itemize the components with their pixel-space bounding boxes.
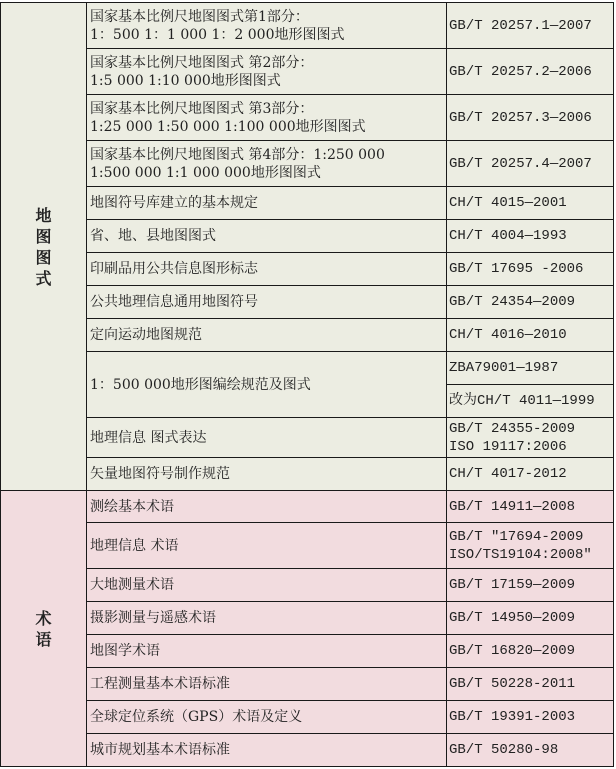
standard-name: 国家基本比例尺地图图式 第3部分： 1:25 000 1:50 000 1:100 000地形图图式: [87, 95, 447, 141]
standard-code: 改为CH/T 4011—1999: [447, 385, 614, 418]
standard-name: 国家基本比例尺地图图式 第2部分： 1:5 000 1:10 000地形图图式: [87, 49, 447, 95]
standard-name: 地图学术语: [87, 635, 447, 668]
table-row: [1, 734, 614, 767]
category-label: 术语: [35, 608, 52, 649]
table-row: [1, 635, 614, 668]
standard-name: 1：500 000地形图编绘规范及图式: [87, 352, 447, 418]
table-row: [1, 602, 614, 635]
table-row: [1, 95, 614, 141]
category-cell: [1, 491, 87, 767]
table-row: [1, 49, 614, 95]
standard-name: 工程测量基本术语标准: [87, 668, 447, 701]
standard-code: GB/T 19391-2003: [447, 701, 614, 734]
standard-code: GB/T 14911—2008: [447, 491, 614, 523]
standard-name: 定向运动地图规范: [87, 319, 447, 352]
table-row: [1, 418, 614, 458]
category-label: 地图图式: [35, 205, 52, 288]
table-row: [1, 253, 614, 286]
standard-code: GB/T 24354—2009: [447, 286, 614, 319]
standard-code: CH/T 4004—1993: [447, 220, 614, 253]
standard-code: GB/T 17159—2009: [447, 569, 614, 602]
standard-code: GB/T 20257.3—2006: [447, 95, 614, 141]
standard-code: GB/T 16820—2009: [447, 635, 614, 668]
standard-code: GB/T 20257.1—2007: [447, 3, 614, 49]
standard-code: GB/T 24355-2009 ISO 19117:2006: [447, 418, 614, 458]
table-row: [1, 491, 614, 523]
standard-code: ZBA79001—1987: [447, 352, 614, 385]
standard-code: GB/T 50280-98: [447, 734, 614, 767]
standard-name: 省、地、县地图图式: [87, 220, 447, 253]
standard-code: GB/T 20257.4—2007: [447, 141, 614, 187]
standard-name: 国家基本比例尺地图图式 第4部分：1:250 000 1:500 000 1:1 000 000地形图图式: [87, 141, 447, 187]
standard-name: 国家基本比例尺地图图式第1部分： 1：500 1：1 000 1：2 000地形图图式: [87, 3, 447, 49]
standard-name: 地图符号库建立的基本规定: [87, 187, 447, 220]
standards-table: [0, 2, 614, 767]
standard-code: CH/T 4015—2001: [447, 187, 614, 220]
standard-name: 地理信息 图式表达: [87, 418, 447, 458]
standard-name: 摄影测量与遥感术语: [87, 602, 447, 635]
standard-name: 印刷品用公共信息图形标志: [87, 253, 447, 286]
standard-name: 测绘基本术语: [87, 491, 447, 523]
table-row: [1, 352, 614, 385]
table-row: [1, 286, 614, 319]
standard-name: 矢量地图符号制作规范: [87, 458, 447, 491]
standard-code: CH/T 4017-2012: [447, 458, 614, 491]
standard-code: GB/T 14950—2009: [447, 602, 614, 635]
standard-name: 全球定位系统（GPS）术语及定义: [87, 701, 447, 734]
standard-name: 城市规划基本术语标准: [87, 734, 447, 767]
category-cell: [1, 3, 87, 491]
table-row: [1, 319, 614, 352]
table-row: [1, 701, 614, 734]
table-row: [1, 187, 614, 220]
standard-code: GB/T 17695 -2006: [447, 253, 614, 286]
standard-code: GB/T 50228-2011: [447, 668, 614, 701]
standard-code: CH/T 4016—2010: [447, 319, 614, 352]
table-row: [1, 523, 614, 569]
standard-name: 公共地理信息通用地图符号: [87, 286, 447, 319]
table-row: [1, 668, 614, 701]
standard-code: GB/T 20257.2—2006: [447, 49, 614, 95]
standard-name: 大地测量术语: [87, 569, 447, 602]
table-row: [1, 569, 614, 602]
table-row: [1, 220, 614, 253]
standard-name: 地理信息 术语: [87, 523, 447, 569]
table-row: [1, 141, 614, 187]
table-row: [1, 458, 614, 491]
standard-code: GB/T "17694-2009 ISO/TS19104:2008": [447, 523, 614, 569]
table-row: [1, 3, 614, 49]
